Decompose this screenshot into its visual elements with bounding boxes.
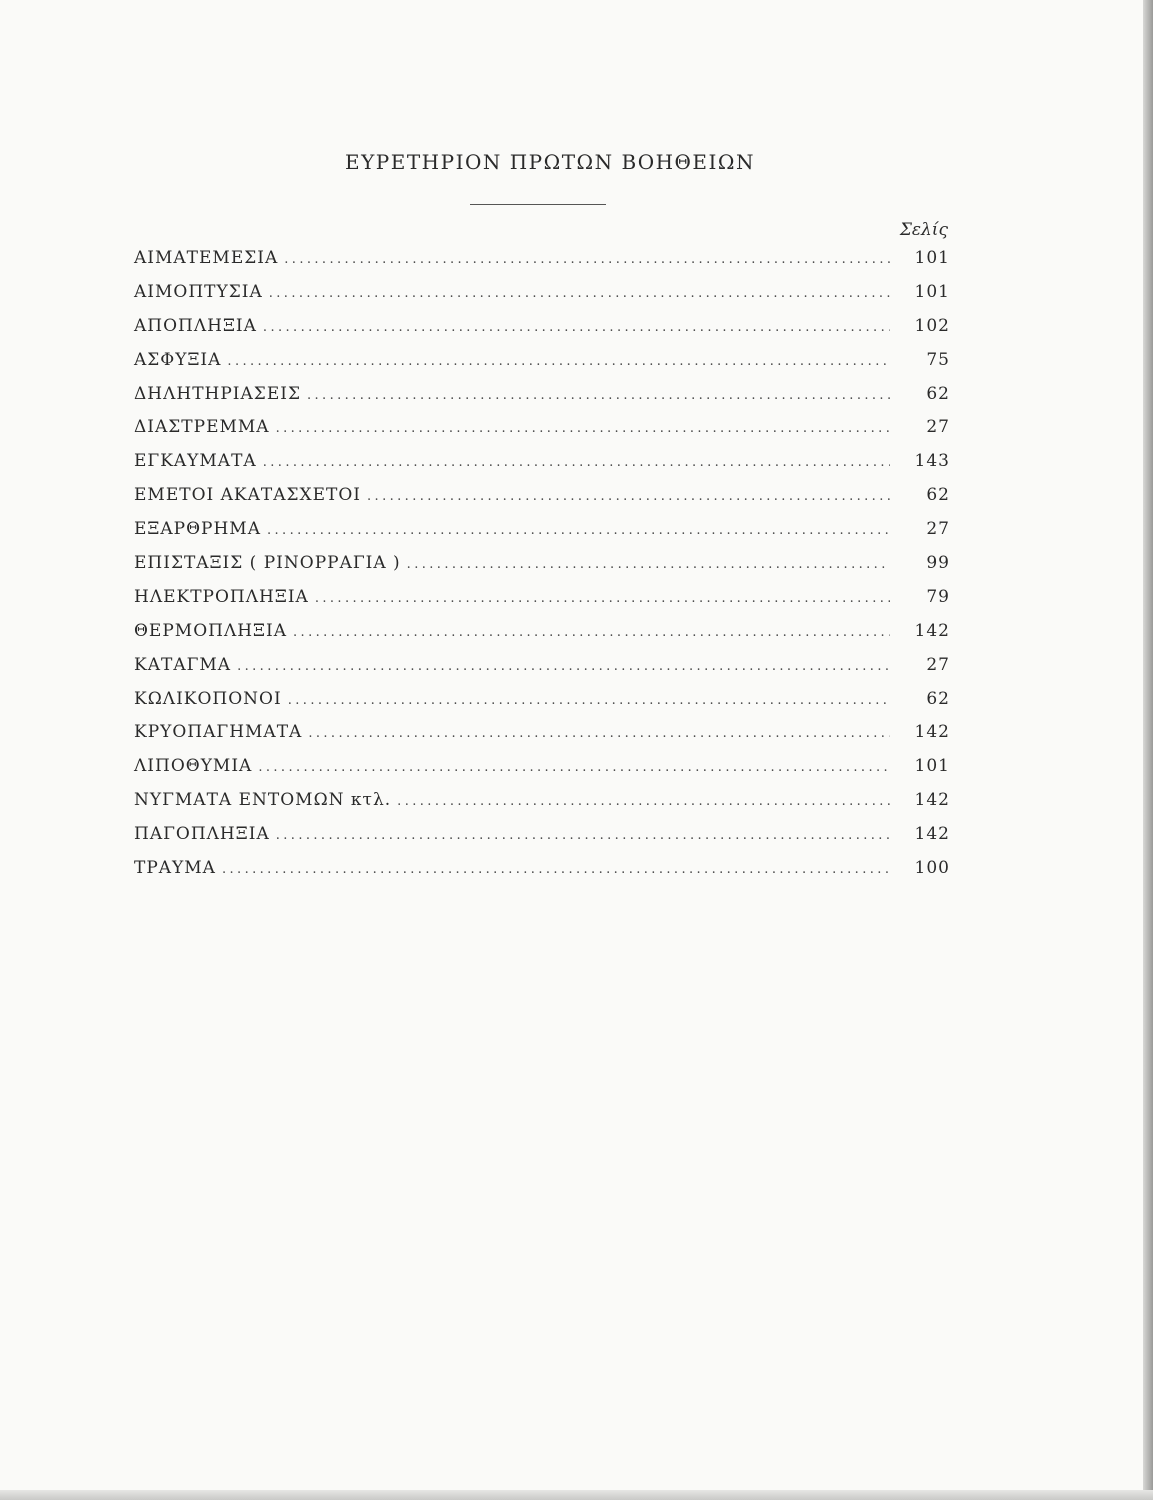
index-entry bbox=[134, 824, 950, 858]
index-entry-page: 75 bbox=[926, 349, 950, 370]
index-entry-label: ΤΡΑΥΜΑ bbox=[134, 858, 216, 879]
index-title: ΕΥΡΕΤΗΡΙΟΝ ΠΡΩΤΩΝ ΒΟΗΘΕΙΩΝ bbox=[344, 150, 756, 174]
index-entry bbox=[134, 553, 950, 587]
index-entry-label: ΗΛΕΚΤΡΟΠΛΗΞΙΑ bbox=[134, 586, 309, 607]
index-entry-page: 142 bbox=[914, 824, 950, 845]
index-entry-label: ΑΠΟΠΛΗΞΙΑ bbox=[134, 315, 257, 336]
dot-leader bbox=[276, 421, 890, 436]
index-entry bbox=[134, 316, 950, 350]
dot-leader bbox=[227, 354, 890, 369]
index-entry-page: 142 bbox=[914, 620, 950, 641]
dot-leader bbox=[269, 286, 890, 301]
index-entry bbox=[134, 417, 950, 451]
dot-leader bbox=[293, 625, 890, 640]
dot-leader bbox=[284, 252, 890, 267]
index-entry-label: ΛΙΠΟΘΥΜΙΑ bbox=[134, 756, 253, 777]
dot-leader bbox=[267, 523, 890, 538]
index-entry-label: ΚΡΥΟΠΑΓΗΜΑΤΑ bbox=[134, 722, 303, 743]
index-list bbox=[134, 248, 950, 892]
dot-leader bbox=[308, 726, 890, 741]
index-entry-page: 27 bbox=[926, 417, 950, 438]
index-entry bbox=[134, 722, 950, 756]
index-entry-page: 142 bbox=[914, 722, 950, 743]
index-entry-label: ΚΑΤΑΓΜΑ bbox=[134, 654, 232, 675]
index-entry bbox=[134, 689, 950, 723]
index-entry bbox=[134, 451, 950, 485]
index-entry bbox=[134, 519, 950, 553]
index-entry-label: ΔΙΑΣΤΡΕΜΜΑ bbox=[134, 417, 270, 438]
index-entry bbox=[134, 756, 950, 790]
index-entry-page: 27 bbox=[926, 654, 950, 675]
index-entry bbox=[134, 858, 950, 892]
index-entry-label: ΕΠΙΣΤΑΞΙΣ ( ΡΙΝΟΡΡΑΓΙΑ ) bbox=[134, 553, 401, 574]
index-entry-label: ΕΓΚΑΥΜΑΤΑ bbox=[134, 451, 257, 472]
index-entry-page: 79 bbox=[926, 586, 950, 607]
index-entry-label: ΔΗΛΗΤΗΡΙΑΣΕΙΣ bbox=[134, 383, 301, 404]
title-divider bbox=[470, 204, 606, 205]
index-entry-label: ΕΜΕΤΟΙ ΑΚΑΤΑΣΧΕΤΟΙ bbox=[134, 485, 362, 506]
index-entry-label: ΑΙΜΑΤΕΜΕΣΙΑ bbox=[134, 248, 279, 268]
index-entry bbox=[134, 282, 950, 316]
dot-leader bbox=[307, 388, 890, 403]
index-entry-page: 62 bbox=[926, 383, 950, 404]
dot-leader bbox=[315, 591, 890, 606]
index-entry bbox=[134, 384, 950, 418]
index-entry-page: 101 bbox=[914, 248, 950, 268]
index-entry bbox=[134, 655, 950, 689]
dot-leader bbox=[276, 828, 890, 843]
dot-leader bbox=[263, 320, 890, 335]
dot-leader bbox=[407, 557, 890, 572]
index-entry-label: ΘΕΡΜΟΠΛΗΞΙΑ bbox=[134, 620, 288, 641]
page-edge-shadow bbox=[1143, 0, 1153, 1500]
index-entry-page: 62 bbox=[926, 688, 950, 709]
index-entry-page: 101 bbox=[914, 756, 950, 777]
index-entry bbox=[134, 621, 950, 655]
index-entry-page: 100 bbox=[914, 858, 950, 879]
index-entry-page: 102 bbox=[914, 315, 950, 336]
index-entry-label: ΑΣΦΥΞΙΑ bbox=[134, 349, 222, 370]
index-entry bbox=[134, 248, 950, 282]
index-entry-label: ΠΑΓΟΠΛΗΞΙΑ bbox=[134, 824, 270, 845]
dot-leader bbox=[237, 659, 890, 674]
index-entry bbox=[134, 790, 950, 824]
index-entry-page: 101 bbox=[914, 281, 950, 302]
dot-leader bbox=[258, 760, 890, 775]
dot-leader bbox=[263, 455, 890, 470]
index-entry bbox=[134, 587, 950, 621]
page-bottom-edge bbox=[0, 1490, 1153, 1500]
index-entry-label: ΑΙΜΟΠΤΥΣΙΑ bbox=[134, 281, 263, 302]
index-entry-label: ΕΞΑΡΘΡΗΜΑ bbox=[134, 519, 261, 540]
index-entry-page: 143 bbox=[914, 451, 950, 472]
index-entry-label: ΚΩΛΙΚΟΠΟΝΟΙ bbox=[134, 688, 282, 709]
dot-leader bbox=[367, 489, 890, 504]
index-entry-page: 99 bbox=[926, 553, 950, 574]
dot-leader bbox=[222, 862, 890, 877]
dot-leader bbox=[397, 794, 890, 809]
index-entry bbox=[134, 485, 950, 519]
page-column-header: Σελίς bbox=[899, 220, 948, 240]
dot-leader bbox=[288, 693, 890, 708]
index-entry-page: 62 bbox=[926, 485, 950, 506]
index-entry-label: ΝΥΓΜΑΤΑ ΕΝΤΟΜΩΝ κτλ. bbox=[134, 790, 392, 811]
index-entry bbox=[134, 350, 950, 384]
index-entry-page: 27 bbox=[926, 519, 950, 540]
index-entry-page: 142 bbox=[914, 790, 950, 811]
